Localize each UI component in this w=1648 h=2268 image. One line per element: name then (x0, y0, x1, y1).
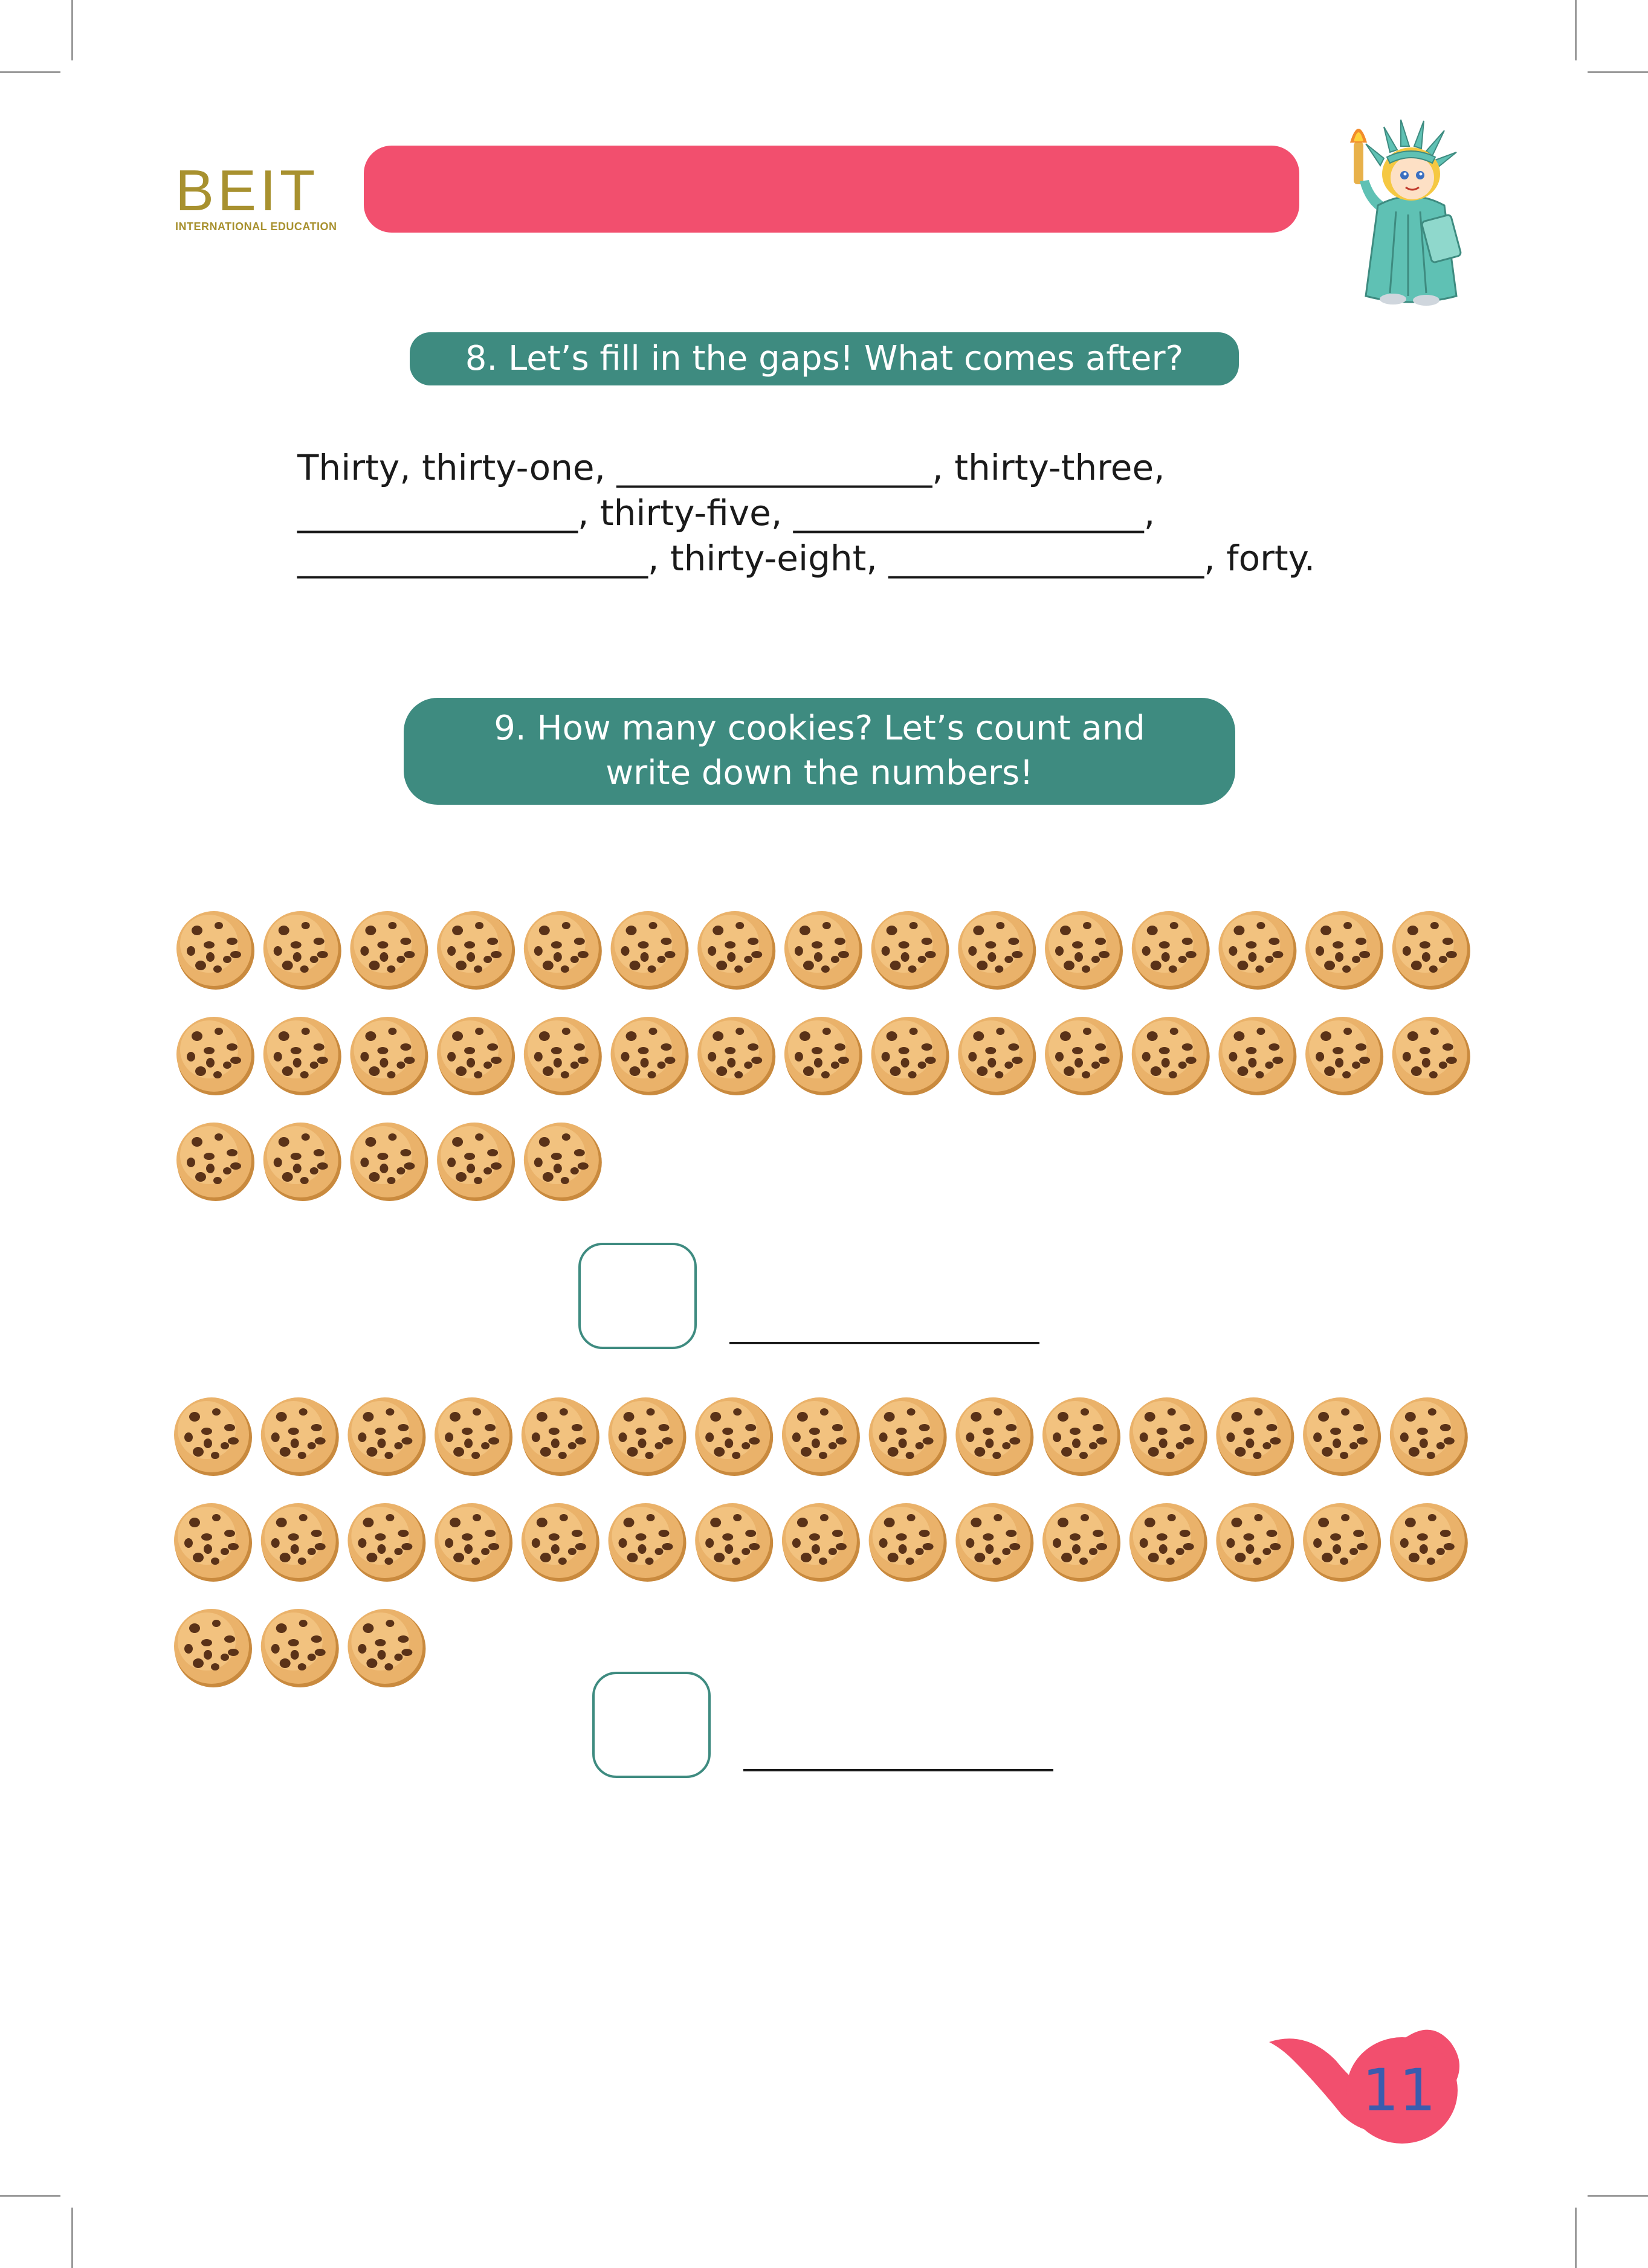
cookie-icon (784, 911, 862, 990)
cookie-icon (176, 1123, 254, 1201)
cookie-icon (522, 1397, 599, 1476)
exercise-8-title: 8. Let’s fill in the gaps! What comes after? (410, 332, 1239, 385)
cookie-icon (871, 911, 949, 990)
cookie-icon (958, 911, 1036, 990)
answer-box-2[interactable] (592, 1672, 711, 1778)
number-sequence (297, 445, 1385, 581)
cookie-icon (174, 1397, 252, 1476)
beit-logo (175, 158, 344, 233)
cookie-icon (697, 911, 775, 990)
cookie-icon (1129, 1397, 1207, 1476)
cookie-icon (1392, 911, 1470, 990)
statue-of-liberty-mascot-icon (1342, 115, 1481, 314)
cookie-icon (609, 1503, 687, 1582)
cookie-icon (1129, 1503, 1207, 1582)
cookie-icon (261, 1397, 339, 1476)
cookie-icon (435, 1503, 512, 1582)
cookie-icon (784, 1017, 862, 1095)
cookie-icon (174, 1503, 252, 1582)
exercise-9-title-line: 9. How many cookies? Let’s count and (494, 709, 1145, 748)
cookie-icon (263, 911, 341, 990)
cookie-icon (263, 1123, 341, 1201)
crop-mark (0, 71, 60, 73)
cookie-icon (263, 1017, 341, 1095)
cookie-icon (871, 1017, 949, 1095)
cookie-icon (611, 1017, 689, 1095)
crop-mark (1575, 2208, 1577, 2268)
page-number: 11 (1362, 2057, 1436, 2124)
crop-mark (71, 2208, 73, 2268)
cookie-icon (522, 1503, 599, 1582)
cookie-icon (609, 1397, 687, 1476)
cookie-icon (1392, 1017, 1470, 1095)
crop-mark (71, 0, 73, 60)
cookie-icon (347, 1397, 425, 1476)
cookie-icon (1216, 1397, 1294, 1476)
exercise-9-title-line: write down the numbers! (606, 753, 1033, 793)
cookie-icon (437, 911, 515, 990)
logo-tagline: INTERNATIONAL EDUCATION (175, 221, 337, 233)
exercise-9-title (404, 698, 1235, 805)
cookie-icon (955, 1397, 1033, 1476)
cookie-icon (176, 911, 254, 990)
cookie-icon (1216, 1503, 1294, 1582)
crop-mark (1588, 2195, 1648, 2197)
sequence-line: Thirty, thirty-one, __________________, thirty-three, (297, 447, 1165, 488)
page-number-badge (1269, 2024, 1469, 2145)
cookie-icon (437, 1123, 515, 1201)
cookie-icon (955, 1503, 1033, 1582)
cookie-icon (1390, 1503, 1468, 1582)
cookie-icon (524, 911, 602, 990)
cookie-icon (1218, 911, 1296, 990)
cookie-icon (261, 1609, 339, 1687)
cookie-icon (695, 1397, 773, 1476)
cookie-icon (1305, 1017, 1383, 1095)
cookie-icon (350, 1017, 428, 1095)
cookie-icon (524, 1017, 602, 1095)
cookie-icon (261, 1503, 339, 1582)
cookie-icon (347, 1503, 425, 1582)
cookie-icon (1042, 1397, 1120, 1476)
cookie-icon (1390, 1397, 1468, 1476)
cookie-icon (958, 1017, 1036, 1095)
cookie-icon (1132, 1017, 1210, 1095)
sequence-line: ____________________, thirty-eight, __________________, forty. (297, 538, 1316, 579)
cookie-icon (350, 1123, 428, 1201)
cookie-icon (697, 1017, 775, 1095)
answer-line-1[interactable] (729, 1342, 1039, 1344)
cookie-icon (869, 1397, 947, 1476)
cookie-icon (437, 1017, 515, 1095)
cookie-icon (1042, 1503, 1120, 1582)
cookie-icon (435, 1397, 512, 1476)
cookie-icon (1303, 1397, 1381, 1476)
cookie-icon (1045, 1017, 1123, 1095)
sequence-line: ________________, thirty-five, ____________________, (297, 492, 1155, 533)
cookie-icon (869, 1503, 947, 1582)
cookie-icon (611, 911, 689, 990)
cookie-icon (782, 1503, 860, 1582)
header-banner (364, 146, 1299, 233)
cookie-icon (524, 1123, 602, 1201)
answer-line-2[interactable] (743, 1769, 1053, 1771)
crop-mark (1575, 0, 1577, 60)
cookie-icon (782, 1397, 860, 1476)
cookie-icon (176, 1017, 254, 1095)
cookie-icon (350, 911, 428, 990)
cookie-icon (1305, 911, 1383, 990)
cookie-icon (347, 1609, 425, 1687)
crop-mark (0, 2195, 60, 2197)
cookie-icon (695, 1503, 773, 1582)
cookie-icon (1132, 911, 1210, 990)
crop-mark (1588, 71, 1648, 73)
cookie-icon (1045, 911, 1123, 990)
cookie-icon (1218, 1017, 1296, 1095)
cookie-icon (1303, 1503, 1381, 1582)
cookie-icon (174, 1609, 252, 1687)
logo-wordmark: BEIT (175, 158, 319, 223)
answer-box-1[interactable] (578, 1243, 697, 1349)
